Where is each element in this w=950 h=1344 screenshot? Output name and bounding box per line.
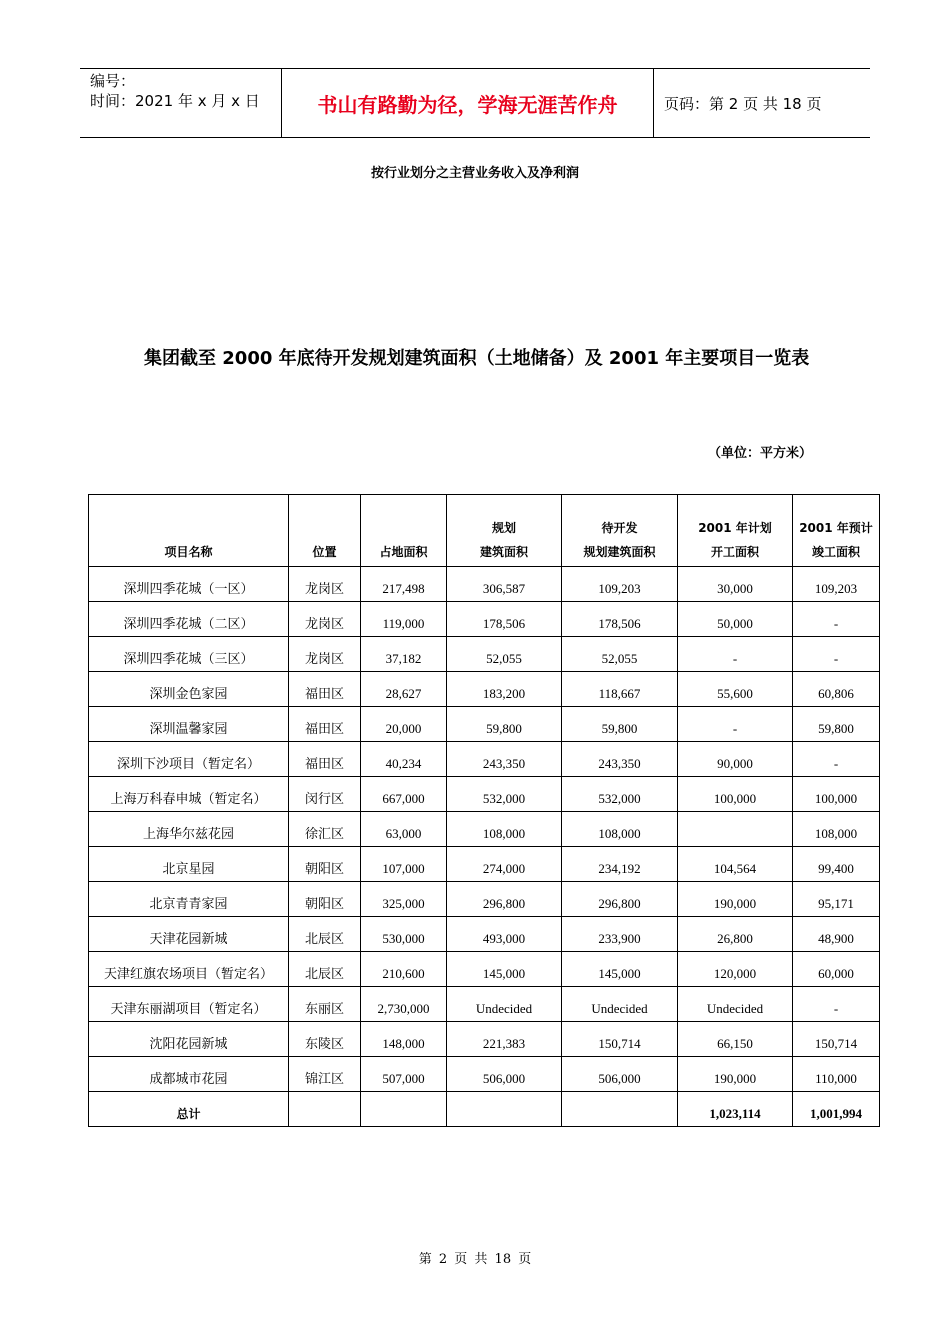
- area-cell: 243,350: [447, 742, 562, 777]
- table-row: [89, 637, 880, 672]
- column-header: [678, 495, 793, 567]
- header-meta: [80, 69, 282, 137]
- project-name-cell: 沈阳花园新城: [89, 1022, 289, 1057]
- area-cell: 532,000: [562, 777, 678, 812]
- column-header-line1: [289, 516, 360, 540]
- area-cell: -: [678, 707, 793, 742]
- area-cell: 183,200: [447, 672, 562, 707]
- column-header-line2: 开工面积: [710, 545, 759, 559]
- project-name-cell: 深圳温馨家园: [89, 707, 289, 742]
- column-header-line1: [89, 516, 288, 540]
- area-cell: 26,800: [678, 917, 793, 952]
- column-header-line1: 待开发: [601, 521, 638, 535]
- area-cell: 60,806: [793, 672, 880, 707]
- table-row: [89, 812, 880, 847]
- table-body: [89, 567, 880, 1127]
- project-name-cell: 深圳下沙项目（暂定名）: [89, 742, 289, 777]
- area-cell: 59,800: [793, 707, 880, 742]
- page-header: [80, 68, 870, 138]
- area-cell: 55,600: [678, 672, 793, 707]
- area-cell: 37,182: [361, 637, 447, 672]
- project-name-cell: 上海华尔兹花园: [89, 812, 289, 847]
- area-cell: 60,000: [793, 952, 880, 987]
- location-cell: 北辰区: [289, 952, 361, 987]
- area-cell: -: [793, 987, 880, 1022]
- column-header: [89, 495, 289, 567]
- column-header-line2: 占地面积: [379, 545, 428, 559]
- column-header-line2: 竣工面积: [811, 545, 860, 559]
- area-cell: 178,506: [562, 602, 678, 637]
- column-header-line2: 项目名称: [164, 545, 213, 559]
- area-cell: 150,714: [793, 1022, 880, 1057]
- area-cell: 66,150: [678, 1022, 793, 1057]
- area-cell: 118,667: [562, 672, 678, 707]
- table-row: [89, 742, 880, 777]
- area-cell: 109,203: [562, 567, 678, 602]
- project-name-cell: 成都城市花园: [89, 1057, 289, 1092]
- total-label-cell: 总计: [89, 1092, 289, 1127]
- unit-label: （单位：平方米）: [708, 446, 813, 461]
- header-page-label: 页码：第 2 页 共 18 页: [664, 94, 822, 113]
- area-cell: 210,600: [361, 952, 447, 987]
- column-header-line1: 2001 年计划: [698, 521, 772, 535]
- column-header: [361, 495, 447, 567]
- area-cell: 507,000: [361, 1057, 447, 1092]
- area-cell: 325,000: [361, 882, 447, 917]
- project-name-cell: 深圳四季花城（三区）: [89, 637, 289, 672]
- location-cell: 朝阳区: [289, 847, 361, 882]
- area-cell: 506,000: [447, 1057, 562, 1092]
- area-cell: 104,564: [678, 847, 793, 882]
- area-cell: 100,000: [678, 777, 793, 812]
- project-name-cell: 深圳四季花城（二区）: [89, 602, 289, 637]
- location-cell: 龙岗区: [289, 602, 361, 637]
- page-footer: 第 2 页 共 18 页: [418, 1252, 532, 1267]
- time-label: 时间：2021 年 x 月 x 日: [90, 92, 260, 110]
- total-value-cell: 1,001,994: [793, 1092, 880, 1127]
- column-header-line2: 位置: [312, 545, 337, 559]
- area-cell: 274,000: [447, 847, 562, 882]
- area-cell: 95,171: [793, 882, 880, 917]
- table-row: [89, 777, 880, 812]
- area-cell: 59,800: [447, 707, 562, 742]
- area-cell: 190,000: [678, 882, 793, 917]
- location-cell: 朝阳区: [289, 882, 361, 917]
- location-cell: 锦江区: [289, 1057, 361, 1092]
- project-name-cell: 天津红旗农场项目（暂定名）: [89, 952, 289, 987]
- section-subtitle: 按行业划分之主营业务收入及净利润: [370, 166, 579, 181]
- area-cell: 145,000: [447, 952, 562, 987]
- column-header-line2: 建筑面积: [479, 545, 528, 559]
- area-cell: -: [793, 602, 880, 637]
- project-name-cell: 北京星园: [89, 847, 289, 882]
- table-row: [89, 602, 880, 637]
- area-cell: 108,000: [447, 812, 562, 847]
- project-name-cell: 深圳金色家园: [89, 672, 289, 707]
- area-cell: 100,000: [793, 777, 880, 812]
- table-header-row: [89, 495, 880, 567]
- area-cell: 59,800: [562, 707, 678, 742]
- project-name-cell: 天津花园新城: [89, 917, 289, 952]
- table-row: [89, 847, 880, 882]
- location-cell: 福田区: [289, 672, 361, 707]
- area-cell: 178,506: [447, 602, 562, 637]
- table-row: [89, 672, 880, 707]
- column-header: [562, 495, 678, 567]
- area-cell: -: [793, 637, 880, 672]
- column-header: [447, 495, 562, 567]
- area-cell: 217,498: [361, 567, 447, 602]
- area-cell: 20,000: [361, 707, 447, 742]
- area-cell: 150,714: [562, 1022, 678, 1057]
- area-cell: 108,000: [562, 812, 678, 847]
- area-cell: 40,234: [361, 742, 447, 777]
- area-cell: 48,900: [793, 917, 880, 952]
- table-row: [89, 1022, 880, 1057]
- table-row: [89, 952, 880, 987]
- column-header-line1: 2001 年预计: [799, 521, 873, 535]
- area-cell: 145,000: [562, 952, 678, 987]
- area-cell: 243,350: [562, 742, 678, 777]
- location-cell: 福田区: [289, 742, 361, 777]
- area-cell: 493,000: [447, 917, 562, 952]
- project-name-cell: 北京青青家园: [89, 882, 289, 917]
- column-header-line1: 规划: [491, 521, 516, 535]
- area-cell: 667,000: [361, 777, 447, 812]
- area-cell: 99,400: [793, 847, 880, 882]
- area-cell: 306,587: [447, 567, 562, 602]
- area-cell: 148,000: [361, 1022, 447, 1057]
- total-value-cell: [289, 1092, 361, 1127]
- area-cell: Undecided: [447, 987, 562, 1022]
- area-cell: 296,800: [447, 882, 562, 917]
- project-name-cell: 天津东丽湖项目（暂定名）: [89, 987, 289, 1022]
- table-row: [89, 882, 880, 917]
- total-value-cell: [361, 1092, 447, 1127]
- location-cell: 北辰区: [289, 917, 361, 952]
- table-title: 集团截至 2000 年底待开发规划建筑面积（土地储备）及 2001 年主要项目一览表: [144, 348, 810, 369]
- area-cell: 28,627: [361, 672, 447, 707]
- area-cell: 2,730,000: [361, 987, 447, 1022]
- table-row: [89, 1057, 880, 1092]
- area-cell: 506,000: [562, 1057, 678, 1092]
- location-cell: 徐汇区: [289, 812, 361, 847]
- area-cell: Undecided: [678, 987, 793, 1022]
- column-header-line1: [361, 516, 446, 540]
- area-cell: 532,000: [447, 777, 562, 812]
- area-cell: [678, 812, 793, 847]
- location-cell: 龙岗区: [289, 637, 361, 672]
- location-cell: 东陵区: [289, 1022, 361, 1057]
- area-cell: 52,055: [447, 637, 562, 672]
- project-table: [88, 494, 880, 1127]
- area-cell: 30,000: [678, 567, 793, 602]
- table-row: [89, 917, 880, 952]
- area-cell: 120,000: [678, 952, 793, 987]
- number-label: 编号：: [90, 72, 136, 90]
- area-cell: 109,203: [793, 567, 880, 602]
- area-cell: 63,000: [361, 812, 447, 847]
- total-value-cell: [562, 1092, 678, 1127]
- area-cell: 119,000: [361, 602, 447, 637]
- area-cell: 530,000: [361, 917, 447, 952]
- area-cell: 50,000: [678, 602, 793, 637]
- column-header: [793, 495, 880, 567]
- area-cell: 108,000: [793, 812, 880, 847]
- area-cell: 221,383: [447, 1022, 562, 1057]
- column-header-line2: 规划建筑面积: [583, 545, 656, 559]
- total-row: [89, 1092, 880, 1127]
- area-cell: 234,192: [562, 847, 678, 882]
- location-cell: 福田区: [289, 707, 361, 742]
- project-name-cell: 上海万科春申城（暂定名）: [89, 777, 289, 812]
- table-row: [89, 707, 880, 742]
- area-cell: 107,000: [361, 847, 447, 882]
- area-cell: Undecided: [562, 987, 678, 1022]
- area-cell: -: [793, 742, 880, 777]
- table-row: [89, 987, 880, 1022]
- area-cell: 110,000: [793, 1057, 880, 1092]
- column-header: [289, 495, 361, 567]
- header-motto: 书山有路勤为径，学海无涯苦作舟: [282, 69, 654, 137]
- area-cell: 90,000: [678, 742, 793, 777]
- location-cell: 龙岗区: [289, 567, 361, 602]
- area-cell: 296,800: [562, 882, 678, 917]
- total-value-cell: [447, 1092, 562, 1127]
- location-cell: 东丽区: [289, 987, 361, 1022]
- area-cell: -: [678, 637, 793, 672]
- area-cell: 190,000: [678, 1057, 793, 1092]
- location-cell: 闵行区: [289, 777, 361, 812]
- project-name-cell: 深圳四季花城（一区）: [89, 567, 289, 602]
- table-row: [89, 567, 880, 602]
- total-value-cell: 1,023,114: [678, 1092, 793, 1127]
- area-cell: 52,055: [562, 637, 678, 672]
- area-cell: 233,900: [562, 917, 678, 952]
